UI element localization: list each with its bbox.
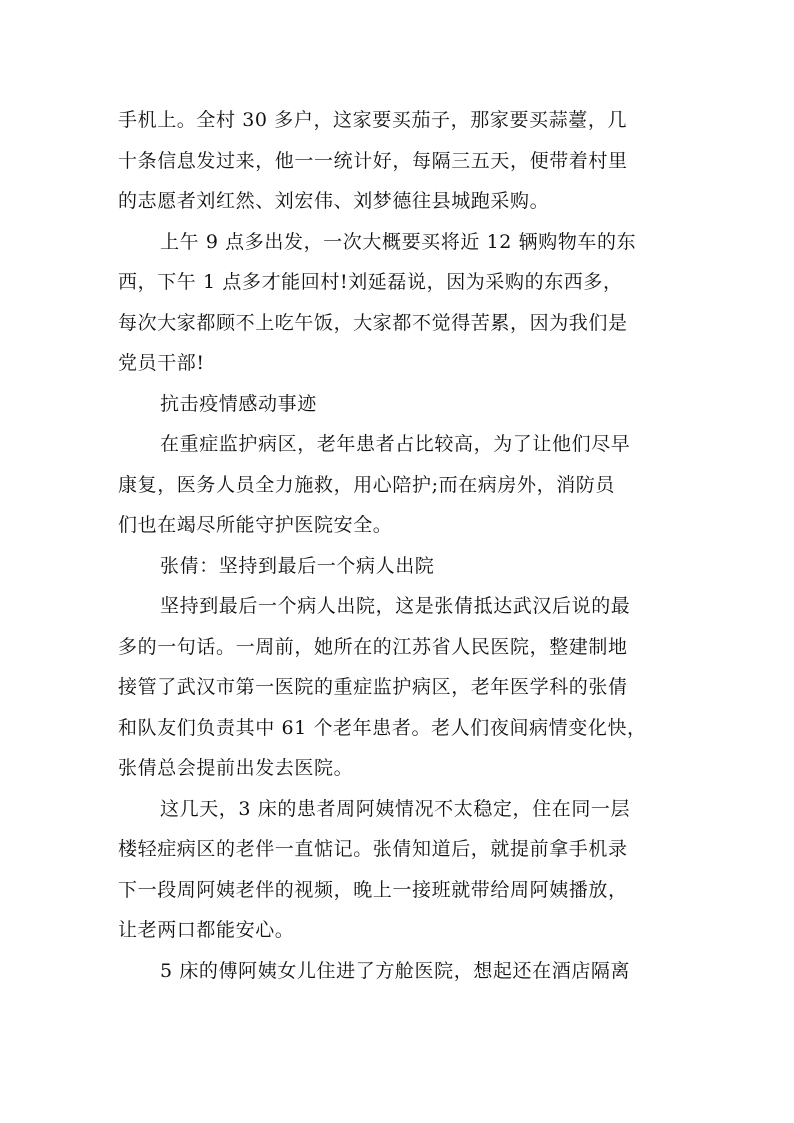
text-line: 西，下午 1 点多才能回村!刘延磊说，因为采购的东西多， [118, 271, 623, 293]
document-body [118, 100, 678, 991]
text-line: 的志愿者刘红然、刘宏伟、刘梦德往县城跑采购。 [118, 190, 550, 212]
text-line: 多的一句话。一周前，她所在的江苏省人民医院，整建制地 [118, 635, 628, 658]
text-line: 每次大家都顾不上吃午饭，大家都不觉得苦累，因为我们是 [118, 311, 628, 334]
section-heading: 抗击疫情感动事迹 [160, 392, 317, 415]
text-line: 和队友们负责其中 61 个老年患者。老人们夜间病情变化快， [118, 716, 647, 739]
text-line: 5 床的傅阿姨女儿住进了方舱医院，想起还在酒店隔离 [160, 959, 631, 982]
text-line: 十条信息发过来，他一一统计好，每隔三五天，便带着村里 [118, 149, 628, 172]
text-line: 楼轻症病区的老伴一直惦记。张倩知道后，就提前拿手机录 [118, 838, 628, 860]
text-line: 张倩总会提前出发去医院。 [118, 757, 354, 779]
text-line: 康复，医务人员全力施救，用心陪护;而在病房外，消防员 [118, 473, 616, 496]
text-line: 坚持到最后一个病人出院，这是张倩抵达武汉后说的最 [160, 595, 631, 617]
section-heading: 张倩：坚持到最后一个病人出院 [160, 554, 435, 577]
text-line: 手机上。全村 30 多户，这家要买茄子，那家要买蒜薹，几 [118, 109, 628, 131]
text-line: 让老两口都能安心。 [118, 919, 295, 941]
text-line: 上午 9 点多出发，一次大概要买将近 12 辆购物车的东 [160, 230, 637, 253]
text-line: 下一段周阿姨老伴的视频，晚上一接班就带给周阿姨播放， [118, 878, 628, 901]
text-line: 在重症监护病区，老年患者占比较高，为了让他们尽早 [160, 433, 631, 455]
text-line: 这几天，3 床的患者周阿姨情况不太稳定，住在同一层 [160, 797, 631, 820]
text-line: 党员干部! [118, 352, 205, 374]
text-line: 接管了武汉市第一医院的重症监护病区，老年医学科的张倩 [118, 676, 628, 698]
text-line: 们也在竭尽所能守护医院安全。 [118, 514, 393, 536]
